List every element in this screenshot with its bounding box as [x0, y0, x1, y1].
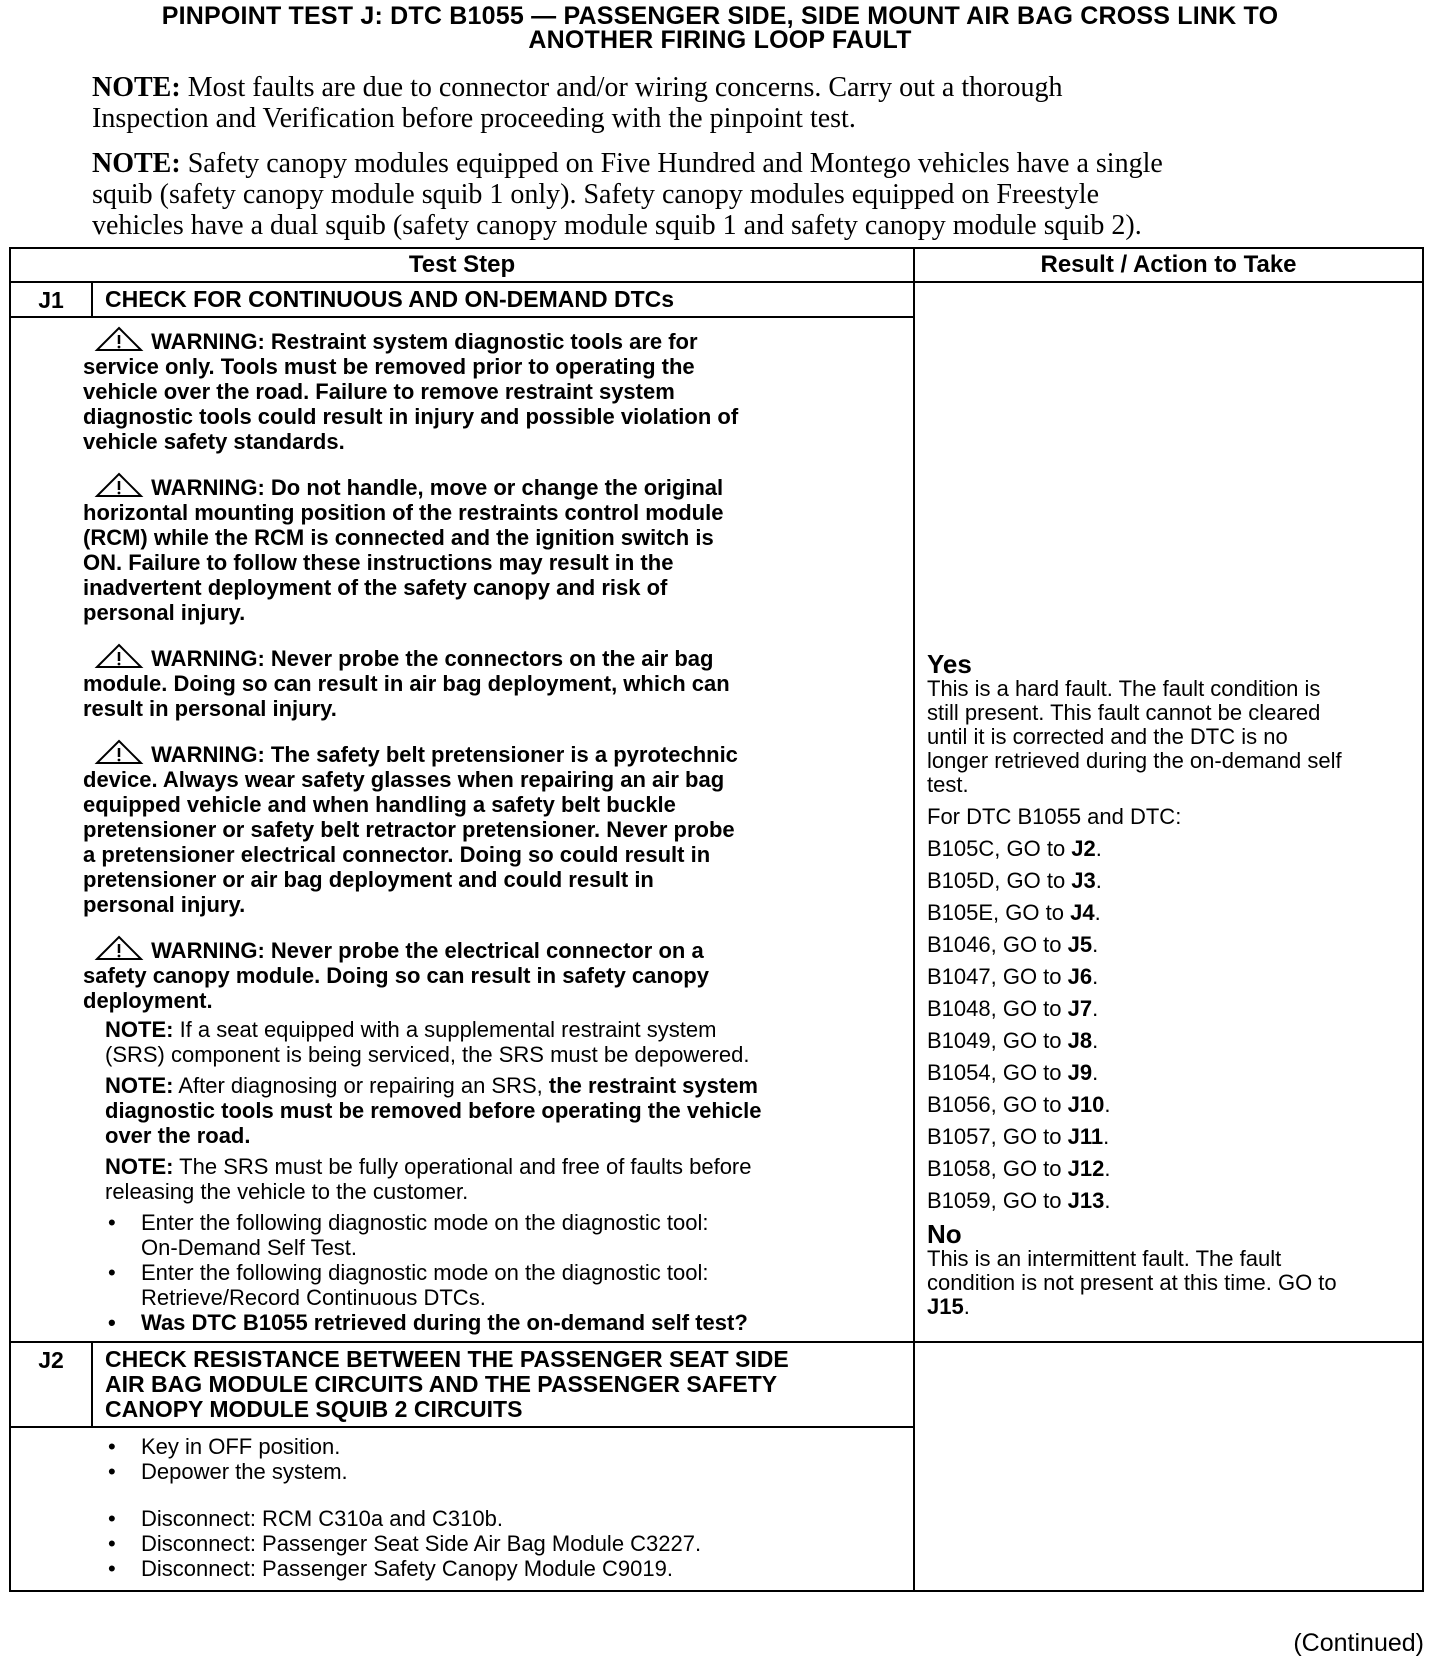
list-item: • Disconnect: Passenger Safety Canopy Module C9019. [105, 1556, 899, 1581]
result-goto-item: B1056, GO to J10. [927, 1092, 1111, 1117]
warning-block: WARNING: Restraint system diagnostic tools are for service only. Tools must be removed prior to operating the vehicle over the road. Failure to remove restraint system diagnostic tools could result in injury and possible violation of vehicle safety standards. [83, 329, 739, 454]
note-text: Most faults are due to connector and/or wiring concerns. Carry out a thorough [180, 72, 1063, 103]
step-question: • Was DTC B1055 retrieved during the on-demand self test? [105, 1310, 899, 1335]
note-text: Safety canopy modules equipped on Five Hundred and Montego vehicles have a single [180, 148, 1163, 179]
warning-triangle-icon [81, 938, 145, 963]
step-id-j2: J2 [10, 1342, 92, 1427]
result-goto-item: B1049, GO to J8. [927, 1028, 1099, 1053]
result-no-text: This is an intermittent fault. The fault condition is not present at this time. GO to J15. [927, 1246, 1337, 1319]
goto-link-j9[interactable]: J9 [1067, 1060, 1093, 1085]
continued-label: (Continued) [1293, 1629, 1424, 1657]
warning-block: WARNING: The safety belt pretensioner is a pyrotechnic device. Always wear safety glasses when repairing an air bag equipped vehicle and when handling a safety belt buckle pretensioner or safety belt retractor pretensioner. Never probe a pretensioner electrical connector. Doing so could result in pretensioner or air bag deployment and could result in personal injury. [83, 742, 738, 917]
intro-note-1 [92, 72, 1382, 134]
result-yes-label: Yes [927, 649, 972, 679]
result-goto-item: B1058, GO to J12. [927, 1156, 1111, 1181]
goto-link-j5[interactable]: J5 [1067, 932, 1093, 957]
title-line-2: ANOTHER FIRING LOOP FAULT [528, 26, 912, 54]
result-yes-intro: For DTC B1055 and DTC: [927, 804, 1182, 829]
goto-link-j8[interactable]: J8 [1067, 1028, 1093, 1053]
result-cell-j1 [914, 282, 1423, 1342]
goto-link-j3[interactable]: J3 [1071, 868, 1096, 893]
list-item: • Enter the following diagnostic mode on the diagnostic tool: Retrieve/Record Continuous DTCs. [105, 1260, 899, 1310]
step-body-j1 [10, 317, 914, 1342]
goto-link-j13[interactable]: J13 [1067, 1188, 1105, 1213]
result-yes-text: This is a hard fault. The fault condition is still present. This fault cannot be cleared until it is corrected and the DTC is no longer retrieved during the on-demand self test. [927, 676, 1342, 797]
goto-link-j12[interactable]: J12 [1067, 1156, 1105, 1181]
note-srs-depower: NOTE: If a seat equipped with a supplemental restraint system (SRS) component is being serviced, the SRS must be depowered. [105, 1017, 750, 1067]
result-goto-item: B105D, GO to J3. [927, 868, 1102, 893]
result-no-label: No [927, 1219, 962, 1249]
goto-link-j11[interactable]: J11 [1067, 1124, 1104, 1149]
table-header-row [10, 248, 1423, 282]
warning-triangle-icon [81, 475, 145, 500]
step-j2-bullets-a [105, 1434, 899, 1484]
title-line-1: PINPOINT TEST J: DTC B1055 — PASSENGER SIDE, SIDE MOUNT AIR BAG CROSS LINK TO [161, 2, 1279, 30]
page-title [0, 4, 1440, 52]
warning-block: WARNING: Do not handle, move or change the original horizontal mounting position of the restraints control module (RCM) while the RCM is connected and the ignition switch is ON. Failure to follow these instructions may result in the inadvertent deployment of the safety canopy and risk of personal injury. [83, 475, 724, 625]
step-j2-title-row [10, 1342, 1423, 1427]
warning-triangle-icon [81, 646, 145, 671]
note-label: NOTE: [92, 148, 181, 179]
note-text: squib (safety canopy module squib 1 only). Safety canopy modules equipped on Freestyle [92, 179, 1100, 210]
result-goto-item: B1057, GO to J11. [927, 1124, 1110, 1149]
list-item: • Disconnect: Passenger Seat Side Air Bag Module C3227. [105, 1531, 899, 1556]
warning-triangle-icon [81, 329, 145, 354]
note-label: NOTE: [92, 72, 181, 103]
result-goto-item: B1054, GO to J9. [927, 1060, 1099, 1085]
result-goto-item: B1059, GO to J13. [927, 1188, 1111, 1213]
result-cell-j2 [914, 1342, 1423, 1591]
result-goto-item: B105C, GO to J2. [927, 836, 1102, 861]
list-item: • Enter the following diagnostic mode on the diagnostic tool: On-Demand Self Test. [105, 1210, 899, 1260]
result-goto-item: B1048, GO to J7. [927, 996, 1099, 1021]
goto-link-j7[interactable]: J7 [1067, 996, 1093, 1021]
goto-link-j6[interactable]: J6 [1067, 964, 1093, 989]
note-text: Inspection and Verification before proceeding with the pinpoint test. [92, 103, 856, 134]
step-title-j2: CHECK RESISTANCE BETWEEN THE PASSENGER SEAT SIDE AIR BAG MODULE CIRCUITS AND THE PASSENGER SAFETY CANOPY MODULE SQUIB 2 CIRCUITS [92, 1342, 914, 1427]
intro-note-2 [92, 148, 1382, 241]
list-item: • Depower the system. [105, 1459, 899, 1484]
step-title-j1: CHECK FOR CONTINUOUS AND ON-DEMAND DTCs [92, 282, 914, 317]
note-srs-operational: NOTE: The SRS must be fully operational and free of faults before releasing the vehicle to the customer. [105, 1154, 752, 1204]
step-id-j1: J1 [10, 282, 92, 317]
header-result-action: Result / Action to Take [914, 248, 1423, 282]
warning-block: WARNING: Never probe the electrical connector on a safety canopy module. Doing so can result in safety canopy deployment. [83, 938, 709, 1013]
step-body-j2 [10, 1427, 914, 1591]
result-goto-item: B1046, GO to J5. [927, 932, 1099, 957]
note-text: vehicles have a dual squib (safety canopy module squib 1 and safety canopy module squib 2). [92, 210, 1142, 241]
warning-triangle-icon [81, 742, 145, 767]
warning-block: WARNING: Never probe the connectors on the air bag module. Doing so can result in air bag deployment, which can result in personal injury. [83, 646, 730, 721]
result-goto-item: B105E, GO to J4. [927, 900, 1101, 925]
header-test-step: Test Step [10, 248, 914, 282]
list-item: • Disconnect: RCM C310a and C310b. [105, 1506, 899, 1531]
step-j1-title-row [10, 282, 1423, 317]
result-goto-item: B1047, GO to J6. [927, 964, 1099, 989]
list-item: • Key in OFF position. [105, 1434, 899, 1459]
goto-link-j10[interactable]: J10 [1067, 1092, 1105, 1117]
note-remove-tools: NOTE: After diagnosing or repairing an SRS, the restraint system diagnostic tools must be removed before operating the vehicle over the road. [105, 1073, 762, 1148]
goto-link-j15[interactable]: J15 [927, 1294, 964, 1319]
goto-link-j4[interactable]: J4 [1070, 900, 1095, 925]
step-j1-bullets [105, 1210, 899, 1335]
step-j2-bullets-b [105, 1506, 899, 1581]
pinpoint-test-table [9, 247, 1424, 1592]
goto-link-j2[interactable]: J2 [1071, 836, 1096, 861]
